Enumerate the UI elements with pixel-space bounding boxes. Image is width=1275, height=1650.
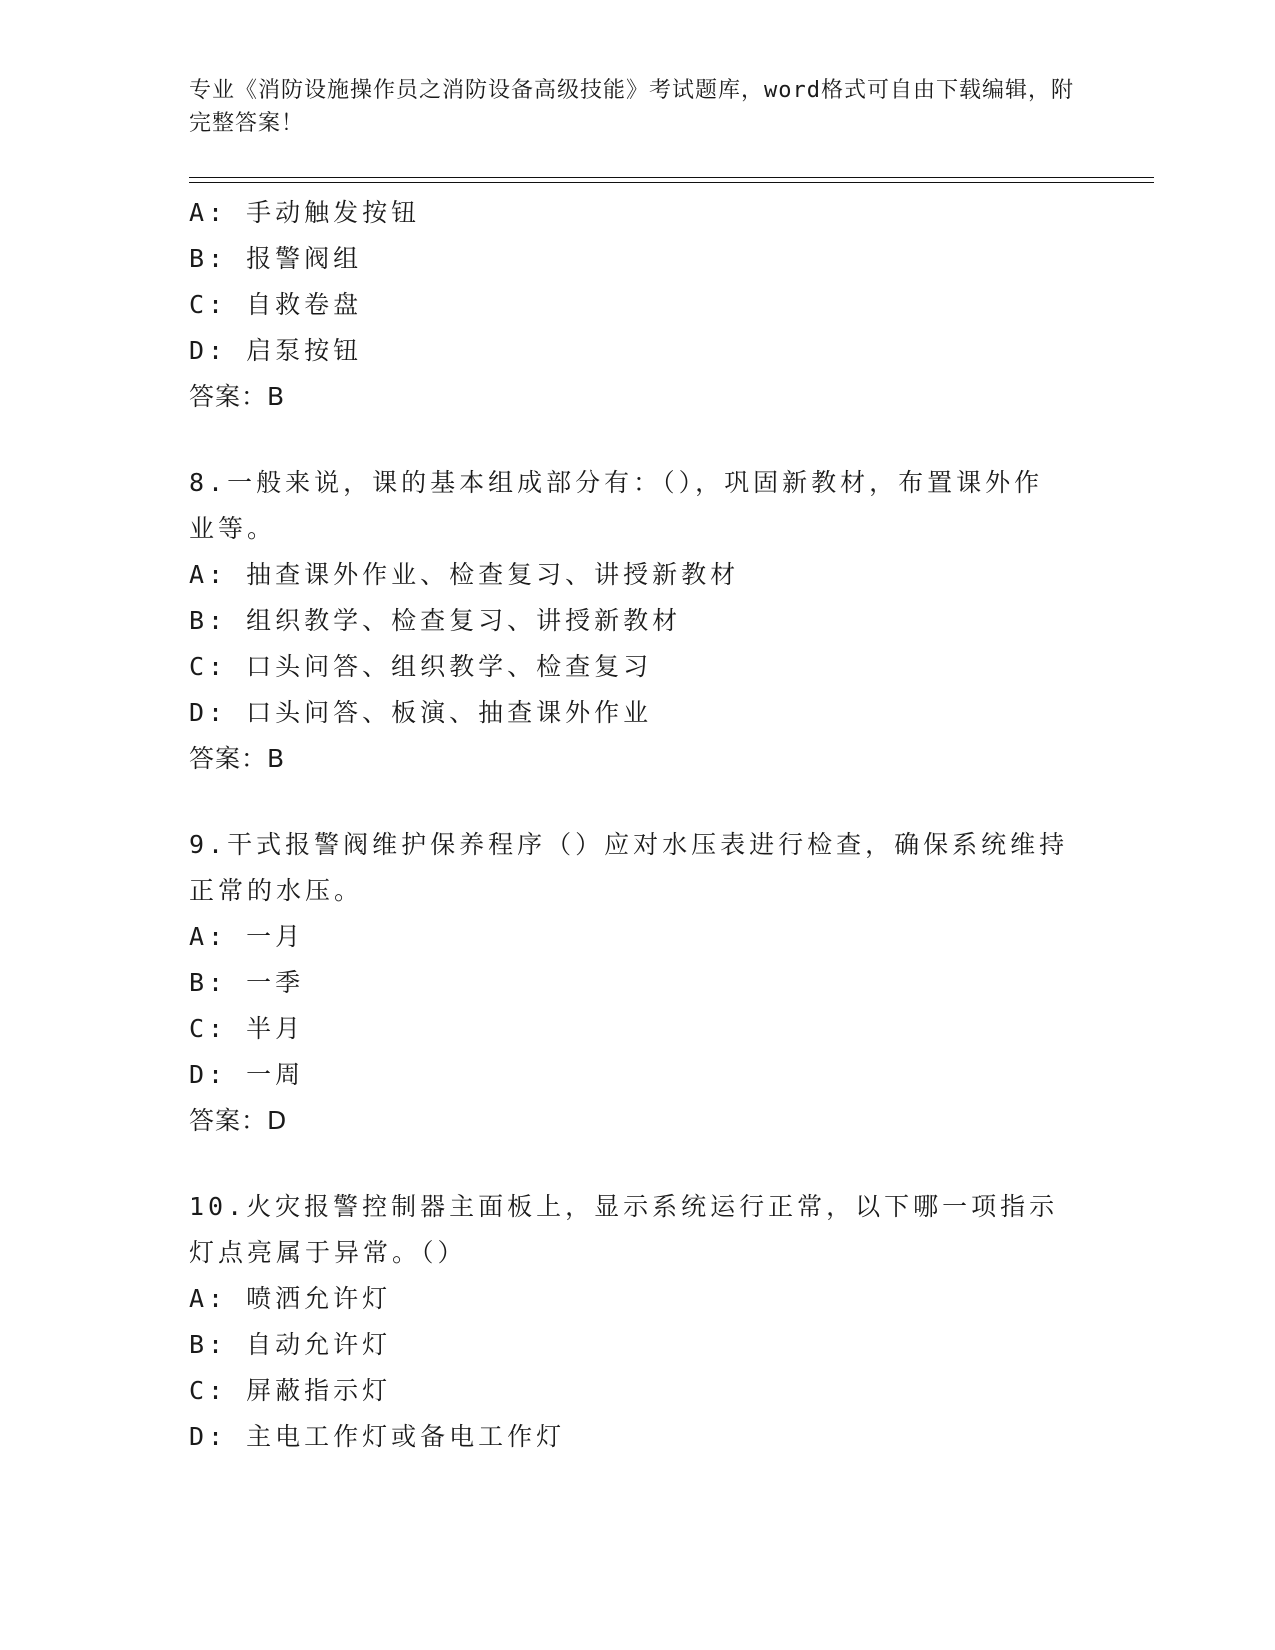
question-text: 8.一般来说，课的基本组成部分有：（），巩固新教材，布置课外作业等。 <box>189 468 1044 543</box>
header-rule-top <box>189 177 1154 178</box>
option-d: D: 一周 <box>189 1060 305 1089</box>
option-d: D: 主电工作灯或备电工作灯 <box>189 1422 566 1451</box>
header-rule-bottom <box>189 182 1154 183</box>
option-c: C: 半月 <box>189 1014 305 1043</box>
option-a: A: 手动触发按钮 <box>189 198 421 227</box>
document-header: 专业《消防设施操作员之消防设备高级技能》考试题库，word格式可自由下载编辑，附完整答案！ <box>189 78 1074 136</box>
option-d: D: 口头问答、板演、抽查课外作业 <box>189 698 653 727</box>
question-text: 9.干式报警阀维护保养程序（）应对水压表进行检查，确保系统维持正常的水压。 <box>189 830 1069 905</box>
question-10-block <box>189 1184 1089 1460</box>
question-7-block <box>189 190 1089 420</box>
option-b: B: 一季 <box>189 968 305 997</box>
option-c: C: 口头问答、组织教学、检查复习 <box>189 652 653 681</box>
option-b: B: 报警阀组 <box>189 244 363 273</box>
question-8-block <box>189 460 1089 782</box>
option-a: A: 喷洒允许灯 <box>189 1284 392 1313</box>
answer-line: 答案：D <box>189 1106 288 1135</box>
option-b: B: 组织教学、检查复习、讲授新教材 <box>189 606 682 635</box>
option-d: D: 启泵按钮 <box>189 336 363 365</box>
question-list <box>189 190 1089 1460</box>
question-text: 10.火灾报警控制器主面板上，显示系统运行正常，以下哪一项指示灯点亮属于异常。（） <box>189 1192 1059 1267</box>
option-b: B: 自动允许灯 <box>189 1330 392 1359</box>
option-a: A: 一月 <box>189 922 305 951</box>
option-c: C: 自救卷盘 <box>189 290 363 319</box>
question-9-block <box>189 822 1089 1144</box>
answer-line: 答案：B <box>189 382 286 411</box>
option-c: C: 屏蔽指示灯 <box>189 1376 392 1405</box>
option-a: A: 抽查课外作业、检查复习、讲授新教材 <box>189 560 740 589</box>
answer-line: 答案：B <box>189 744 286 773</box>
